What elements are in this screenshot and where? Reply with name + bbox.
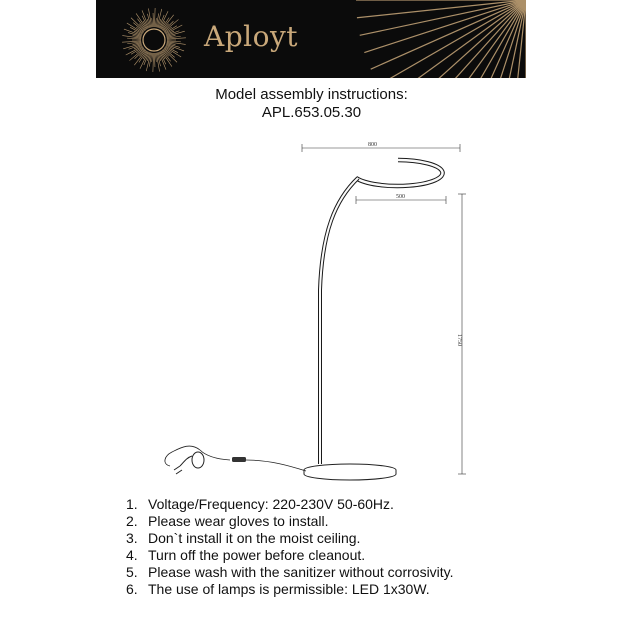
lamp-ring-head [356,160,443,186]
dimension-line-width-outer [302,144,460,152]
list-item: 1. Voltage/Frequency: 220-230V 50-60Hz. [126,496,394,512]
lamp-stem [320,178,358,464]
dimension-label-height: 1750 [456,334,462,346]
list-item: 6. The use of lamps is permissible: LED 1x30W. [126,581,430,597]
inline-switch [232,457,246,462]
page-title: Model assembly instructions: [215,86,408,103]
instruction-list [126,496,454,598]
list-item: 3. Don`t install it on the moist ceiling. [126,530,361,546]
model-number: APL.653.05.30 [261,104,362,121]
lamp-base [304,464,396,480]
dimension-label-width-outer: 800 [368,142,377,148]
dimension-label-width-inner: 500 [396,194,405,200]
list-item: 4. Turn off the power before cleanout. [126,547,366,563]
plug-icon [174,452,204,474]
list-item: 2. Please wear gloves to install. [126,513,329,529]
brand-name: Aployt [204,20,299,53]
list-item: 5. Please wash with the sanitizer without corrosivity. [126,564,454,580]
